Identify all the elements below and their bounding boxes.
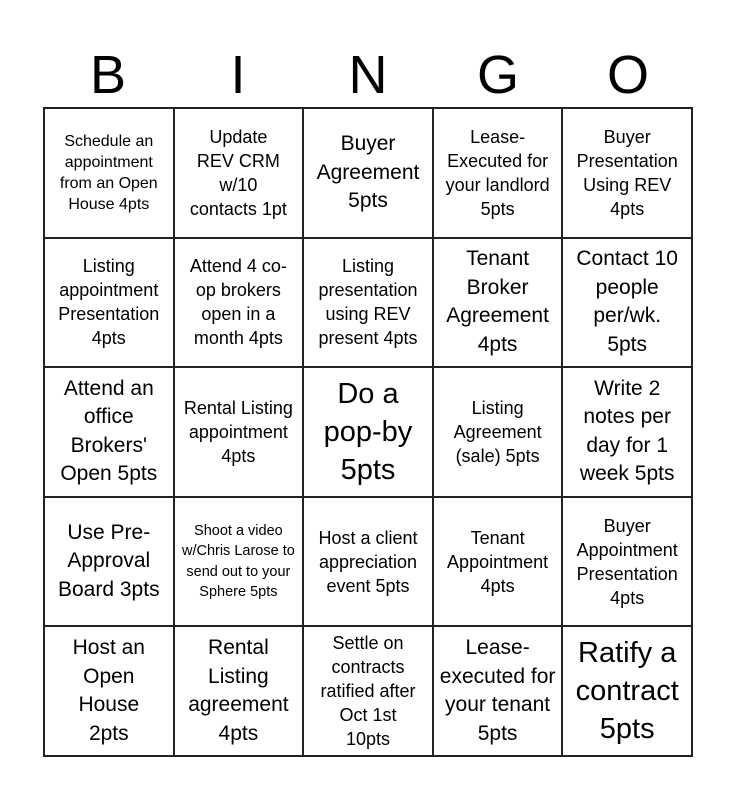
cell-text: Tenant Appointment 4pts — [447, 527, 549, 596]
header-letter-n: N — [348, 45, 388, 105]
cell-text: Schedule an appointment from an Open House 4pts — [59, 132, 158, 213]
bingo-cell[interactable] — [174, 238, 304, 368]
cell-text: Rental Listing agreement 4pts — [188, 636, 289, 745]
header-letter-g: G — [476, 45, 519, 105]
cell-text: Buyer Appointment Presentation 4pts — [576, 515, 678, 608]
bingo-cell[interactable] — [562, 108, 692, 238]
cell-text: Lease-Executed for your landlord 5pts — [445, 126, 550, 219]
bingo-cell[interactable] — [303, 367, 433, 497]
bingo-cell[interactable] — [44, 238, 174, 368]
bingo-header — [43, 38, 693, 108]
bingo-cell[interactable] — [433, 367, 563, 497]
bingo-cell[interactable] — [433, 108, 563, 238]
cell-text: Buyer Agreement 5pts — [316, 132, 420, 213]
bingo-cell[interactable] — [433, 238, 563, 368]
bingo-cell[interactable] — [174, 626, 304, 756]
cell-text: Attend 4 co-op brokers open in a month 4pts — [189, 256, 287, 349]
bingo-cell[interactable] — [174, 108, 304, 238]
bingo-cell[interactable] — [562, 238, 692, 368]
bingo-cell[interactable] — [562, 497, 692, 627]
cell-text: Ratify a contract 5pts — [575, 637, 679, 746]
bingo-cell[interactable] — [44, 367, 174, 497]
cell-text: Use Pre-Approval Board 3pts — [58, 520, 160, 601]
bingo-cell[interactable] — [174, 367, 304, 497]
bingo-cell[interactable] — [44, 108, 174, 238]
cell-text: Settle on contracts ratified after Oct 1st 10pts — [320, 633, 416, 750]
cell-text: Tenant Broker Agreement 4pts — [446, 247, 549, 356]
bingo-cell[interactable] — [562, 626, 692, 756]
bingo-cell[interactable] — [433, 497, 563, 627]
cell-text: Shoot a video w/Chris Larose to send out to your Sphere 5pts — [181, 522, 295, 601]
header-letter-i: I — [230, 45, 246, 105]
bingo-cell[interactable] — [303, 626, 433, 756]
bingo-board — [43, 107, 693, 757]
bingo-cell[interactable] — [303, 238, 433, 368]
cell-text: Lease-executed for your tenant 5pts — [439, 636, 556, 745]
header-letter-b: B — [89, 45, 127, 105]
bingo-cell[interactable] — [44, 497, 174, 627]
bingo-cell[interactable] — [562, 367, 692, 497]
cell-text: Attend an office Brokers' Open 5pts — [60, 376, 158, 486]
cell-text: Listing appointment Presentation 4pts — [58, 256, 160, 349]
cell-text: Listing presentation using REV present 4pts — [318, 256, 418, 349]
bingo-cell[interactable] — [433, 626, 563, 756]
cell-text: Do a pop-by 5pts — [323, 377, 413, 486]
cell-text: Rental Listing appointment 4pts — [183, 397, 293, 466]
cell-text: Contact 10 people per/wk. 5pts — [576, 247, 678, 356]
cell-text: Host an Open House 2pts — [72, 636, 145, 745]
cell-text: Update REV CRM w/10 contacts 1pt — [189, 126, 287, 219]
cell-text: Listing Agreement (sale) 5pts — [453, 397, 542, 466]
bingo-cell[interactable] — [303, 108, 433, 238]
header-letter-o: O — [606, 45, 649, 105]
cell-text: Host a client appreciation event 5pts — [318, 527, 418, 596]
cell-text: Write 2 notes per day for 1 week 5pts — [579, 376, 675, 486]
cell-text: Buyer Presentation Using REV 4pts — [576, 126, 678, 219]
bingo-cell[interactable] — [174, 497, 304, 627]
bingo-cell[interactable] — [44, 626, 174, 756]
bingo-cell[interactable] — [303, 497, 433, 627]
